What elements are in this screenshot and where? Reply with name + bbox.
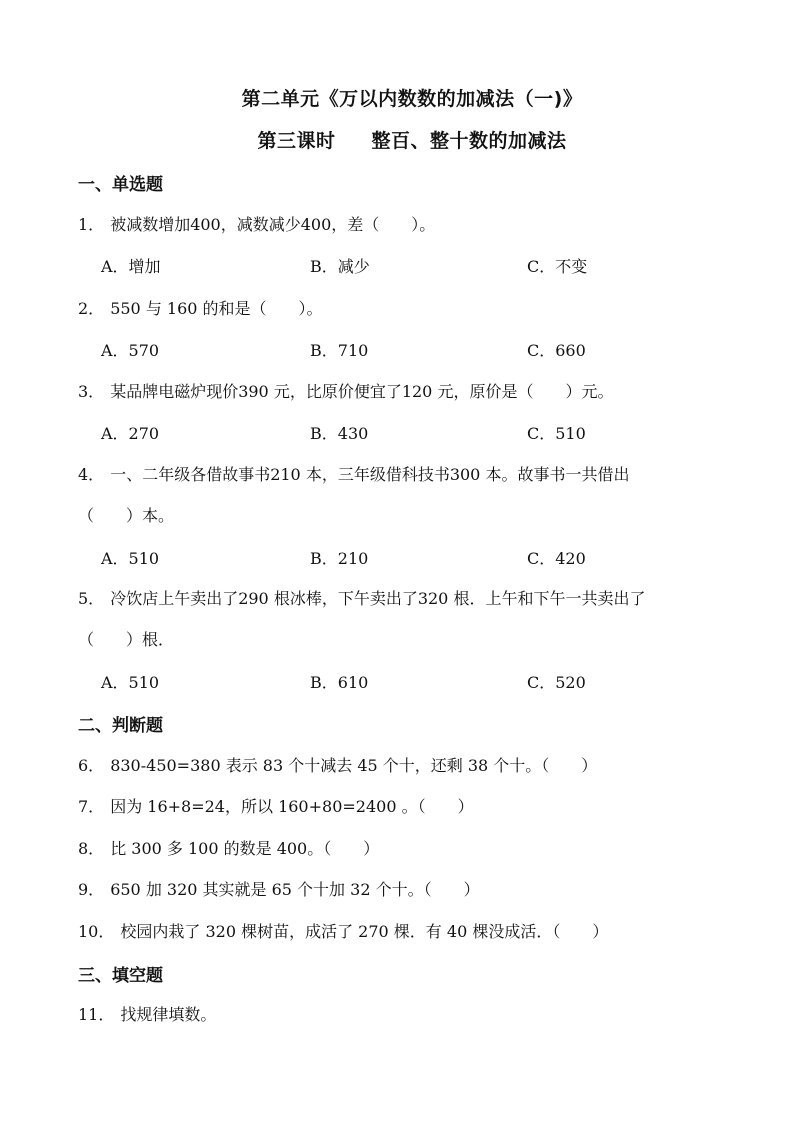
question-8	[78, 836, 379, 859]
question-text: 校园内栽了 320 棵树苗，成活了 270 棵．有 40 棵没成活．（ ）	[120, 922, 609, 941]
question-text: 因为 16+8=24，所以 160+80=2400 。（ ）	[110, 797, 474, 816]
question-number: 11．	[78, 1005, 115, 1024]
question-number: 9．	[78, 880, 105, 899]
question-9	[78, 877, 480, 900]
question-number: 3．	[78, 382, 105, 401]
question-4	[78, 462, 629, 485]
question-4-continued: （ ）本。	[78, 506, 175, 525]
question-number: 2．	[78, 299, 105, 318]
question-5-continued: （ ）根．	[78, 630, 175, 649]
question-number: 10．	[78, 922, 115, 941]
q4-option-c: C．420	[527, 549, 586, 568]
question-number: 6．	[78, 756, 105, 775]
question-5	[78, 586, 645, 609]
q2-option-b: B．710	[310, 341, 369, 360]
question-text: 830-450=380 表示 83 个十减去 45 个十，还剩 38 个十。（ ）	[110, 756, 598, 775]
question-text: 被减数增加400，减数减少400，差（ ）。	[110, 215, 436, 234]
q3-option-b: B．430	[310, 424, 369, 443]
q2-option-c: C．660	[527, 341, 586, 360]
question-number: 8．	[78, 839, 105, 858]
q5-option-a: A．510	[101, 673, 160, 692]
question-1	[78, 212, 435, 235]
question-3	[78, 379, 613, 402]
q4-option-a: A．510	[101, 549, 160, 568]
question-text: 某品牌电磁炉现价390 元，比原价便宜了120 元，原价是（ ）元。	[110, 382, 614, 401]
question-7	[78, 794, 474, 817]
question-number: 1．	[78, 215, 105, 234]
question-text: 比 300 多 100 的数是 400。（ ）	[110, 839, 380, 858]
question-number: 5．	[78, 589, 105, 608]
question-11	[78, 1002, 216, 1025]
question-2	[78, 296, 323, 319]
section-heading-single-choice: 一、单选题	[78, 175, 163, 195]
q5-option-c: C．520	[527, 673, 586, 692]
q4-option-b: B．210	[310, 549, 369, 568]
q1-option-c: C．不变	[527, 257, 588, 276]
q3-option-a: A．270	[101, 424, 160, 443]
q1-option-a: A．增加	[101, 257, 161, 276]
question-text: 一、二年级各借故事书210 本，三年级借科技书300 本。故事书一共借出	[110, 465, 630, 484]
question-6	[78, 753, 597, 776]
q2-option-a: A．570	[101, 341, 160, 360]
q5-option-b: B．610	[310, 673, 369, 692]
question-number: 7．	[78, 797, 105, 816]
q1-option-b: B．减少	[310, 257, 370, 276]
lesson-topic: 整百、整十数的加减法	[371, 130, 567, 152]
question-text: 找规律填数。	[120, 1005, 217, 1024]
question-number: 4．	[78, 465, 105, 484]
lesson-title	[0, 126, 794, 153]
section-heading-true-false: 二、判断题	[78, 716, 163, 736]
q3-option-c: C．510	[527, 424, 586, 443]
question-text: 550 与 160 的和是（ ）。	[110, 299, 323, 318]
unit-title: 第二单元《万以内数数的加减法（一)》	[241, 88, 583, 110]
question-text: 650 加 320 其实就是 65 个十加 32 个十。（ ）	[110, 880, 480, 899]
question-10	[78, 919, 608, 942]
section-heading-fill-in: 三、填空题	[78, 966, 163, 986]
question-text: 冷饮店上午卖出了290 根冰棒，下午卖出了320 根．上午和下午一共卖出了	[110, 589, 646, 608]
lesson-label: 第三课时	[257, 130, 336, 152]
